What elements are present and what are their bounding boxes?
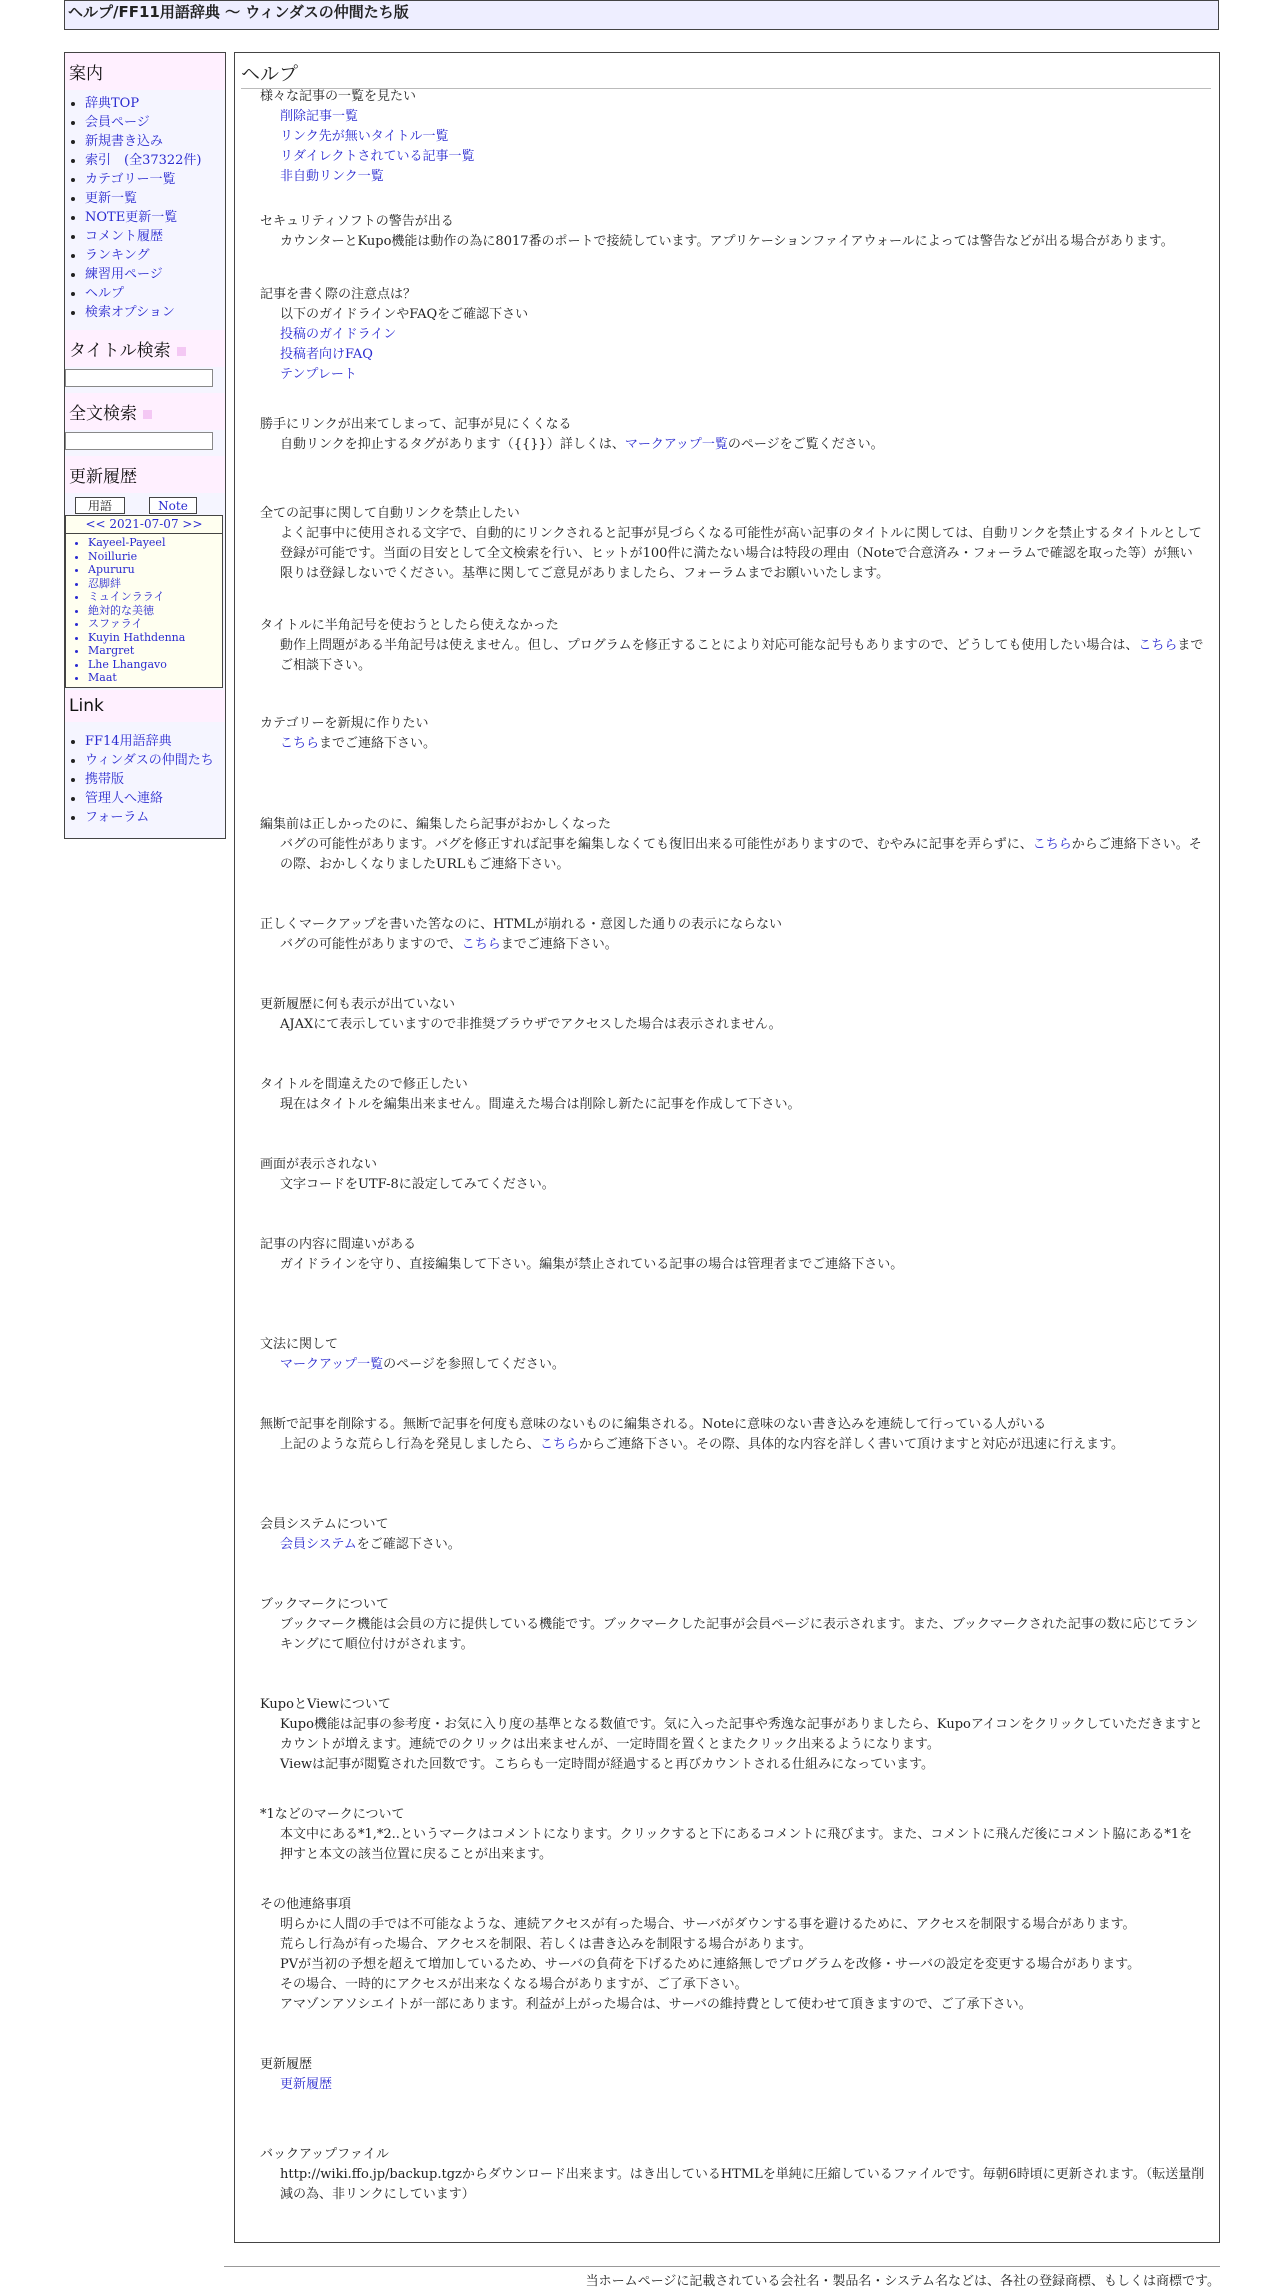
faq-link[interactable]: 投稿のガイドライン bbox=[280, 327, 397, 342]
faq-question: 記事を書く際の注意点は？ bbox=[260, 287, 417, 302]
faq-answer-line bbox=[260, 1535, 1205, 1555]
faq-item bbox=[260, 1515, 1205, 1555]
faq-item bbox=[260, 1415, 1205, 1455]
nav-heading: 案内 bbox=[65, 53, 225, 90]
nav-item[interactable] bbox=[85, 113, 225, 132]
nav-item-link[interactable]: 辞典TOP bbox=[85, 96, 140, 111]
square-bullet-icon bbox=[177, 347, 186, 356]
title-search-label: タイトル検索 bbox=[69, 341, 171, 361]
history-item[interactable] bbox=[88, 577, 222, 591]
faq-answer-text: よく記事中に使用される文字で、自動的にリンクされると記事が見づらくなる可能性が高い記事のタイトルに関しては、自動リンクを禁止するタイトルとして登録が可能です。当面の目安として全文検索を行い、ヒットが100件に満たない場合は特段の理由（Noteで合意済み・フォーラムで確認を取った等）が無い限りは登録しないでください。基準に関してご意見がありましたら、フォーラムまでお願いいたします。 bbox=[280, 526, 1202, 581]
faq-answer-line bbox=[260, 636, 1205, 676]
faq-question: *1などのマークについて bbox=[260, 1807, 405, 1822]
history-item[interactable] bbox=[88, 563, 222, 577]
faq-question: 更新履歴に何も表示が出ていない bbox=[260, 997, 456, 1012]
history-item[interactable] bbox=[88, 550, 222, 564]
page-title: ヘルプ bbox=[241, 59, 1211, 89]
nav-item[interactable] bbox=[85, 208, 225, 227]
faq-answer-line bbox=[260, 325, 1205, 345]
faq-item bbox=[260, 815, 1205, 875]
faq-answer-text: カウンターとKupo機能は動作の為に8017番のポートで接続しています。アプリケーションファイアウォールによっては警告などが出る場合があります。 bbox=[280, 234, 1174, 249]
faq-answer-text: 明らかに人間の手では不可能なような、連続アクセスが有った場合、サーバがダウンする事を避けるために、アクセスを制限する場合があります。 bbox=[280, 1917, 1136, 1932]
nav-item-link[interactable]: 新規書き込み bbox=[85, 134, 164, 149]
faq-answer-text: 現在はタイトルを編集出来ません。間違えた場合は削除し新たに記事を作成して下さい。 bbox=[280, 1097, 801, 1112]
nav-item-link[interactable]: 練習用ページ bbox=[85, 267, 163, 282]
fulltext-search-box bbox=[65, 432, 225, 450]
faq-item bbox=[260, 714, 1205, 754]
faq-answer-text: をご確認下さい。 bbox=[356, 1537, 461, 1552]
title-search-heading bbox=[65, 330, 225, 367]
history-item-link[interactable]: Lhe Lhangavo bbox=[88, 657, 167, 671]
faq-link[interactable]: 削除記事一覧 bbox=[280, 109, 359, 124]
fulltext-search-input[interactable] bbox=[65, 432, 213, 450]
faq-answer-line bbox=[260, 127, 1205, 147]
external-link-item[interactable] bbox=[85, 808, 225, 827]
faq-link[interactable]: 投稿者向けFAQ bbox=[280, 347, 373, 362]
fulltext-search-label: 全文検索 bbox=[69, 404, 137, 424]
external-link-item[interactable] bbox=[85, 789, 225, 808]
history-tab-terms[interactable]: 用語 bbox=[75, 497, 125, 514]
faq-answer-text: 文字コードをUTF-8に設定してみてください。 bbox=[280, 1177, 555, 1192]
faq-link[interactable]: リダイレクトされている記事一覧 bbox=[280, 149, 475, 164]
faq-question: 正しくマークアップを書いた筈なのに、HTMLが崩れる・意図した通りの表示にならない bbox=[260, 917, 783, 932]
external-link-item-link[interactable]: フォーラム bbox=[85, 809, 150, 825]
faq-answer-text: その場合、一時的にアクセスが出来なくなる場合がありますが、ご了承下さい。 bbox=[280, 1977, 748, 1992]
nav-item-link[interactable]: ヘルプ bbox=[85, 286, 125, 301]
faq-item bbox=[260, 915, 1205, 955]
history-item-link[interactable]: ミュインラライ bbox=[88, 590, 165, 603]
faq-question: 画面が表示されない bbox=[260, 1157, 378, 1172]
nav-item[interactable] bbox=[85, 189, 225, 208]
faq-answer-line bbox=[260, 1825, 1205, 1865]
faq-answer-text: までご連絡下さい。 bbox=[319, 736, 437, 751]
faq-answer-line bbox=[260, 1715, 1205, 1755]
external-link-item[interactable] bbox=[85, 751, 225, 770]
faq-question: 勝手にリンクが出来てしまって、記事が見にくくなる bbox=[260, 417, 572, 432]
faq-answer-text: アマゾンアソシエイトが一部にあります。利益が上がった場合は、サーバの維持費として使わせて頂きますので、ご了承下さい。 bbox=[280, 1997, 1032, 2012]
faq-item bbox=[260, 212, 1205, 252]
faq-answer-line bbox=[260, 305, 1205, 325]
footer-divider bbox=[224, 2266, 1220, 2267]
faq-item bbox=[260, 1235, 1205, 1275]
faq-question: タイトルに半角記号を使おうとしたら使えなかった bbox=[260, 618, 559, 633]
faq-answer-line bbox=[260, 232, 1205, 252]
history-item[interactable] bbox=[88, 590, 222, 604]
faq-link[interactable]: リンク先が無いタイトル一覧 bbox=[280, 129, 449, 144]
faq-answer-line bbox=[260, 147, 1205, 167]
link-heading: Link bbox=[65, 690, 225, 722]
faq-answer-text: 荒らし行為が有った場合、アクセスを制限、若しくは書き込みを制限する場合があります。 bbox=[280, 1937, 812, 1952]
faq-item bbox=[260, 1155, 1205, 1195]
window-title-bar bbox=[64, 0, 1219, 30]
faq-answer-text: バグの可能性があります。バグを修正すれば記事を編集しなくても復旧出来る可能性がありますので、むやみに記事を弄らずに、 bbox=[280, 837, 1033, 852]
faq-item bbox=[260, 2145, 1205, 2205]
nav-item-link[interactable]: 会員ページ bbox=[85, 115, 150, 130]
faq-link[interactable]: こちら bbox=[1138, 638, 1178, 653]
nav-item[interactable] bbox=[85, 170, 225, 189]
faq-answer-line bbox=[260, 345, 1205, 365]
nav-item-link[interactable]: ランキング bbox=[85, 248, 150, 263]
faq-answer-text: ガイドラインを守り、直接編集して下さい。編集が禁止されている記事の場合は管理者までご連絡下さい。 bbox=[280, 1257, 904, 1272]
history-heading: 更新履歴 bbox=[65, 456, 225, 493]
history-tabs bbox=[65, 495, 225, 515]
faq-answer-text: Viewは記事が閲覧された回数です。こちらも一定時間が経過すると再びカウントされる仕組みになっています。 bbox=[280, 1757, 935, 1772]
faq-answer-line bbox=[260, 365, 1205, 385]
faq-item bbox=[260, 1695, 1205, 1775]
faq-answer-line bbox=[260, 167, 1205, 187]
external-link-item-link[interactable]: 携帯版 bbox=[85, 771, 125, 787]
nav-item[interactable] bbox=[85, 227, 225, 246]
faq-answer-line bbox=[260, 2165, 1205, 2205]
faq-link[interactable]: 会員システム bbox=[280, 1537, 357, 1552]
history-date-nav[interactable]: << 2021-07-07 >> bbox=[66, 516, 222, 534]
faq-answer-text: からご連絡下さい。その際、おかしくなりましたURLもご連絡下さい。 bbox=[280, 837, 1202, 872]
faq-answer-text: 以下のガイドラインやFAQをご確認下さい bbox=[280, 307, 529, 322]
history-item-link[interactable]: スファライ bbox=[88, 617, 143, 630]
history-item[interactable] bbox=[88, 536, 222, 550]
history-item[interactable] bbox=[88, 604, 222, 618]
square-bullet-icon bbox=[143, 410, 152, 419]
faq-item bbox=[260, 1595, 1205, 1655]
faq-answer-line bbox=[260, 1915, 1205, 1935]
faq-answer-line bbox=[260, 1015, 1205, 1035]
faq-link[interactable]: テンプレート bbox=[280, 367, 357, 382]
faq-answer-text: までご連絡下さい。 bbox=[500, 937, 618, 952]
nav-item[interactable] bbox=[85, 303, 225, 322]
faq-answer-text: バグの可能性がありますので、 bbox=[280, 937, 462, 952]
faq-item bbox=[260, 1805, 1205, 1865]
nav-item[interactable] bbox=[85, 94, 225, 113]
nav-item-link[interactable]: カテゴリー一覧 bbox=[85, 172, 176, 187]
nav-item[interactable] bbox=[85, 151, 225, 170]
history-item[interactable] bbox=[88, 658, 222, 672]
history-item-link[interactable]: 忍脚絆 bbox=[88, 576, 121, 590]
history-item-link[interactable]: Apururu bbox=[88, 563, 135, 576]
faq-answer-text: PVが当初の予想を超えて増加しているため、サーバの負荷を下げるために連絡無しでプログラムを改修・サーバの設定を変更する場合があります。 bbox=[280, 1957, 1141, 1972]
nav-item[interactable] bbox=[85, 132, 225, 151]
history-item-link[interactable]: Maat bbox=[88, 671, 117, 684]
faq-answer-line bbox=[260, 1435, 1205, 1455]
external-link-item-link[interactable]: ウィンダスの仲間たち bbox=[85, 752, 214, 768]
faq-answer-line bbox=[260, 1975, 1205, 1995]
nav-item-link[interactable]: コメント履歴 bbox=[85, 229, 164, 244]
faq-answer-line bbox=[260, 1955, 1205, 1975]
faq-question: 無断で記事を削除する。無断で記事を何度も意味のないものに編集される。Noteに意味のない書き込みを連続して行っている人がいる bbox=[260, 1417, 1047, 1432]
faq-answer-line bbox=[260, 1755, 1205, 1775]
faq-question: KupoとViewについて bbox=[260, 1697, 391, 1712]
faq-item bbox=[260, 1895, 1205, 2015]
faq-answer-text: AJAXにて表示していますので非推奨ブラウザでアクセスした場合は表示されません。 bbox=[280, 1017, 782, 1032]
faq-answer-text: ブックマーク機能は会員の方に提供している機能です。ブックマークした記事が会員ページに表示されます。また、ブックマークされた記事の数に応じてランキングにて順位付けがされます。 bbox=[280, 1617, 1198, 1652]
nav-item-link[interactable]: NOTE更新一覧 bbox=[85, 210, 178, 225]
faq-answer-line bbox=[260, 1995, 1205, 2015]
sidebar bbox=[64, 52, 226, 839]
title-search-box bbox=[65, 369, 225, 387]
title-search-input[interactable] bbox=[65, 369, 213, 387]
faq-answer-line bbox=[260, 734, 1205, 754]
faq-question: カテゴリーを新規に作りたい bbox=[260, 716, 429, 731]
nav-item[interactable] bbox=[85, 265, 225, 284]
faq-item bbox=[260, 1335, 1205, 1375]
faq-answer-line bbox=[260, 1255, 1205, 1275]
nav-list bbox=[65, 94, 225, 322]
faq-answer-text: 本文中にある*1,*2..というマークはコメントになります。クリックすると下にあるコメントに飛びます。また、コメントに飛んだ後にコメント脇にある*1を押すと本文の該当位置に戻ることが出来ます。 bbox=[280, 1827, 1193, 1862]
faq-answer-line bbox=[260, 1355, 1205, 1375]
history-list bbox=[66, 536, 222, 685]
faq-link[interactable]: マークアップ一覧 bbox=[624, 437, 728, 452]
nav-item[interactable] bbox=[85, 246, 225, 265]
history-item-link[interactable]: Noillurie bbox=[88, 549, 138, 563]
faq-link[interactable]: マークアップ一覧 bbox=[280, 1357, 384, 1372]
history-box bbox=[65, 515, 223, 688]
faq-item bbox=[260, 87, 1205, 187]
nav-item[interactable] bbox=[85, 284, 225, 303]
faq-answer-line bbox=[260, 2075, 1205, 2095]
faq-question: 全ての記事に関して自動リンクを禁止したい bbox=[260, 506, 520, 521]
faq-answer-text: からご連絡下さい。その際、具体的な内容を詳しく書いて頂けますと対応が迅速に行えます。 bbox=[579, 1437, 1124, 1452]
faq-question: 様々な記事の一覧を見たい bbox=[260, 89, 417, 104]
history-item-link[interactable]: Kayeel-Payeel bbox=[88, 536, 166, 549]
faq-answer-text: 動作上問題がある半角記号は使えません。但し、プログラムを修正することにより対応可能な記号もありますので、どうしても使用したい場合は、 bbox=[280, 638, 1139, 653]
external-link-item-link[interactable]: FF14用語辞典 bbox=[85, 733, 172, 749]
faq-item bbox=[260, 415, 1205, 455]
faq-item bbox=[260, 1075, 1205, 1115]
history-item-link[interactable]: Kuyin Hathdenna bbox=[88, 630, 186, 644]
faq-answer-text: のページを参照してください。 bbox=[383, 1357, 565, 1372]
main-content bbox=[234, 52, 1220, 2243]
faq-item bbox=[260, 285, 1205, 385]
faq-answer-text: 自動リンクを抑止するタグがあります（{{}}）詳しくは、 bbox=[280, 437, 625, 452]
faq-link[interactable]: こちら bbox=[461, 937, 501, 952]
history-item[interactable] bbox=[88, 617, 222, 631]
footer-notice: 当ホームページに記載されている会社名・製品名・システム名などは、各社の登録商標、もしくは商標です。 bbox=[585, 2274, 1220, 2289]
faq-link[interactable]: 非自動リンク一覧 bbox=[280, 169, 384, 184]
faq-answer-line bbox=[260, 435, 1205, 455]
faq-question: 更新履歴 bbox=[260, 2057, 313, 2072]
faq-answer-line bbox=[260, 1935, 1205, 1955]
external-link-item[interactable] bbox=[85, 770, 225, 789]
faq-answer-text: http://wiki.ffo.jp/backup.tgzからダウンロード出来ます。はき出しているHTMLを単純に圧縮しているファイルです。毎朝6時頃に更新されます。（転送量削減の為、非リンクにしています） bbox=[280, 2167, 1205, 2202]
faq-answer-text: のページをご覧ください。 bbox=[727, 437, 884, 452]
faq-answer-line bbox=[260, 524, 1205, 584]
faq-answer-line bbox=[260, 107, 1205, 127]
external-link-item[interactable] bbox=[85, 732, 225, 751]
faq-link[interactable]: 更新履歴 bbox=[280, 2077, 333, 2092]
faq-answer-line bbox=[260, 935, 1205, 955]
faq-answer-text: 上記のような荒らし行為を発見しましたら、 bbox=[280, 1437, 541, 1452]
faq-link[interactable]: こちら bbox=[1032, 837, 1072, 852]
history-item-link[interactable]: Margret bbox=[88, 644, 135, 657]
history-item[interactable] bbox=[88, 631, 222, 645]
faq-question: タイトルを間違えたので修正したい bbox=[260, 1077, 468, 1092]
faq-answer-line bbox=[260, 1175, 1205, 1195]
history-tab-note[interactable]: Note bbox=[149, 497, 197, 514]
faq-item bbox=[260, 504, 1205, 584]
faq-answer-line bbox=[260, 1095, 1205, 1115]
history-item[interactable] bbox=[88, 644, 222, 658]
faq-item bbox=[260, 2055, 1205, 2095]
nav-item-link[interactable]: 更新一覧 bbox=[85, 191, 138, 206]
fulltext-search-heading bbox=[65, 393, 225, 430]
external-link-item-link[interactable]: 管理人へ連絡 bbox=[85, 790, 164, 806]
faq-link[interactable]: こちら bbox=[540, 1437, 580, 1452]
faq-question: 会員システムについて bbox=[260, 1517, 389, 1532]
faq-answer-line bbox=[260, 835, 1205, 875]
faq-answer-line bbox=[260, 1615, 1205, 1655]
history-item[interactable] bbox=[88, 671, 222, 685]
faq-item bbox=[260, 995, 1205, 1035]
faq-question: 編集前は正しかったのに、編集したら記事がおかしくなった bbox=[260, 817, 612, 832]
faq-answer-text: Kupo機能は記事の参考度・お気に入り度の基準となる数値です。気に入った記事や秀逸な記事がありましたら、Kupoアイコンをクリックしていただきますとカウントが増えます。連続でのクリックは出来ませんが、一定時間を置くとまたクリック出来るようになります。 bbox=[280, 1717, 1203, 1752]
faq-question: 記事の内容に間違いがある bbox=[260, 1237, 417, 1252]
window-title: ヘルプ/FF11用語辞典 ～ ウィンダスの仲間たち版 bbox=[68, 3, 409, 21]
faq-question: セキュリティソフトの警告が出る bbox=[260, 214, 454, 229]
faq-link[interactable]: こちら bbox=[280, 736, 320, 751]
faq-question: その他連絡事項 bbox=[260, 1897, 352, 1912]
history-item-link[interactable]: 絶対的な美徳 bbox=[88, 603, 154, 617]
faq-item bbox=[260, 616, 1205, 676]
link-list bbox=[65, 732, 225, 827]
faq-answer-text: までご相談下さい。 bbox=[280, 638, 1204, 673]
faq-question: 文法に関して bbox=[260, 1337, 339, 1352]
faq-question: ブックマークについて bbox=[260, 1597, 389, 1612]
faq-question: バックアップファイル bbox=[260, 2147, 389, 2162]
nav-item-link[interactable]: 索引 (全37322件) bbox=[85, 153, 202, 168]
nav-item-link[interactable]: 検索オプション bbox=[85, 305, 175, 320]
